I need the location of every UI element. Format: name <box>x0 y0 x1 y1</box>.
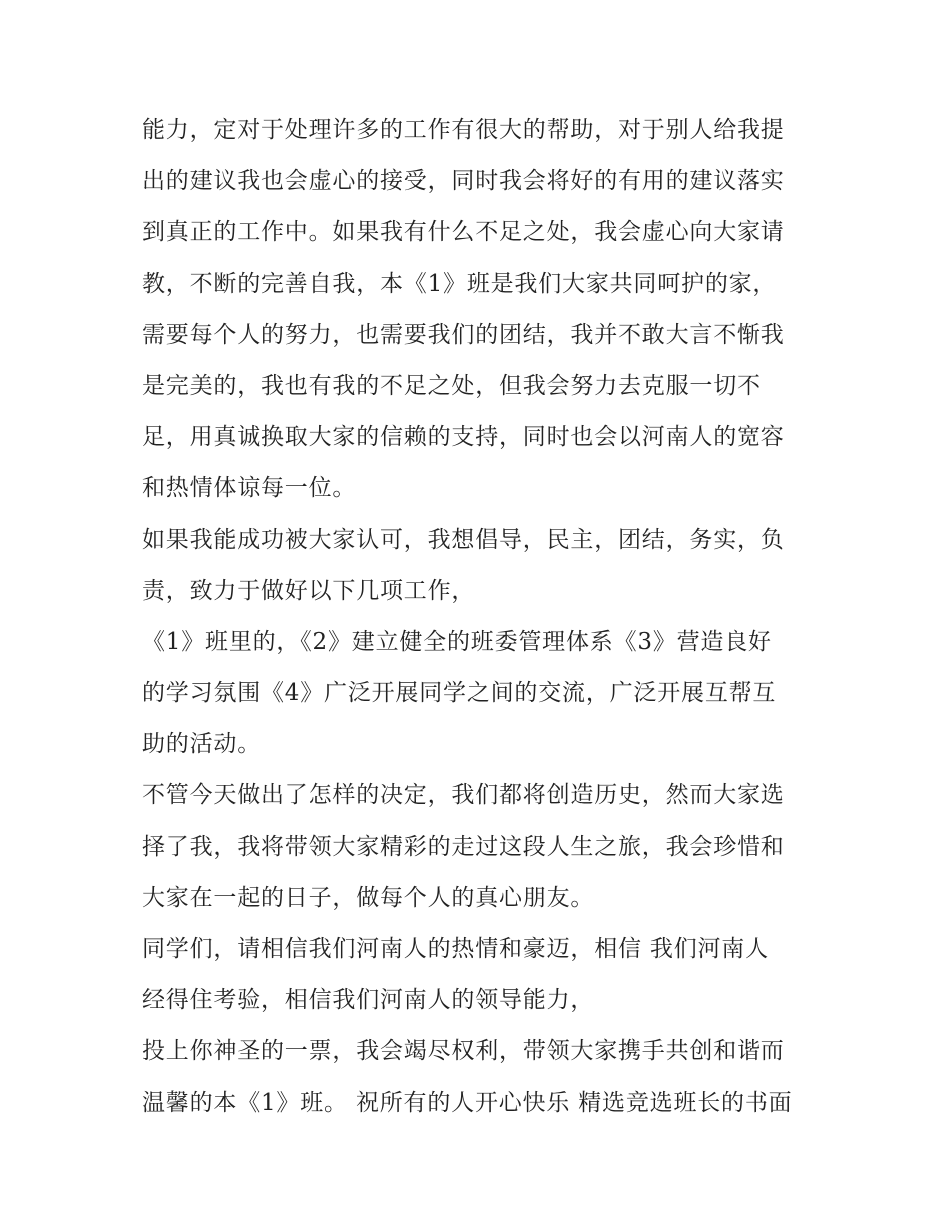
text-line: 温馨的本《1》班。 祝所有的人开心快乐 精选竞选班长的书面 <box>142 1089 793 1116</box>
text-line: 《1》班里的，《2》建立健全的班委管理体系《3》营造良好 <box>142 628 772 655</box>
text-line: 大家在一起的日子，做每个人的真心朋友。 <box>142 884 595 911</box>
body-text <box>142 105 822 1129</box>
text-line: 需要每个人的努力，也需要我们的团结，我并不敢大言不惭我 <box>142 321 785 348</box>
text-line: 同学们，请相信我们河南人的热情和豪迈，相信 我们河南人 <box>142 936 769 962</box>
text-line: 责，致力于做好以下几项工作， <box>142 577 476 604</box>
text-line: 择了我，我将带领大家精彩的走过这段人生之旅，我会珍惜和 <box>142 833 785 860</box>
text-line: 能力，定对于处理许多的工作有很大的帮助，对于别人给我提 <box>142 117 785 143</box>
text-line: 出的建议我也会虚心的接受，同时我会将好的有用的建议落实 <box>142 168 785 195</box>
text-line: 经得住考验，相信我们河南人的领导能力， <box>142 987 595 1014</box>
text-line: 教，不断的完善自我，本《1》班是我们大家共同呵护的家， <box>142 270 777 297</box>
text-line: 助的活动。 <box>142 731 261 758</box>
text-line: 到真正的工作中。如果我有什么不足之处，我会虚心向大家请 <box>142 219 785 246</box>
text-line: 和热情体谅每一位。 <box>142 475 357 502</box>
text-line: 投上你神圣的一票，我会竭尽权利，带领大家携手共创和谐而 <box>142 1038 785 1065</box>
text-line: 是完美的，我也有我的不足之处，但我会努力去克服一切不 <box>142 372 761 399</box>
text-line: 不管今天做出了怎样的决定，我们都将创造历史，然而大家选 <box>142 782 785 809</box>
text-line: 的学习氛围《4》广泛开展同学之间的交流，广泛开展互帮互 <box>142 680 777 707</box>
text-line: 如果我能成功被大家认可，我想倡导，民主，团结，务实，负 <box>142 526 785 553</box>
text-line: 足，用真诚换取大家的信赖的支持，同时也会以河南人的宽容 <box>142 424 785 451</box>
